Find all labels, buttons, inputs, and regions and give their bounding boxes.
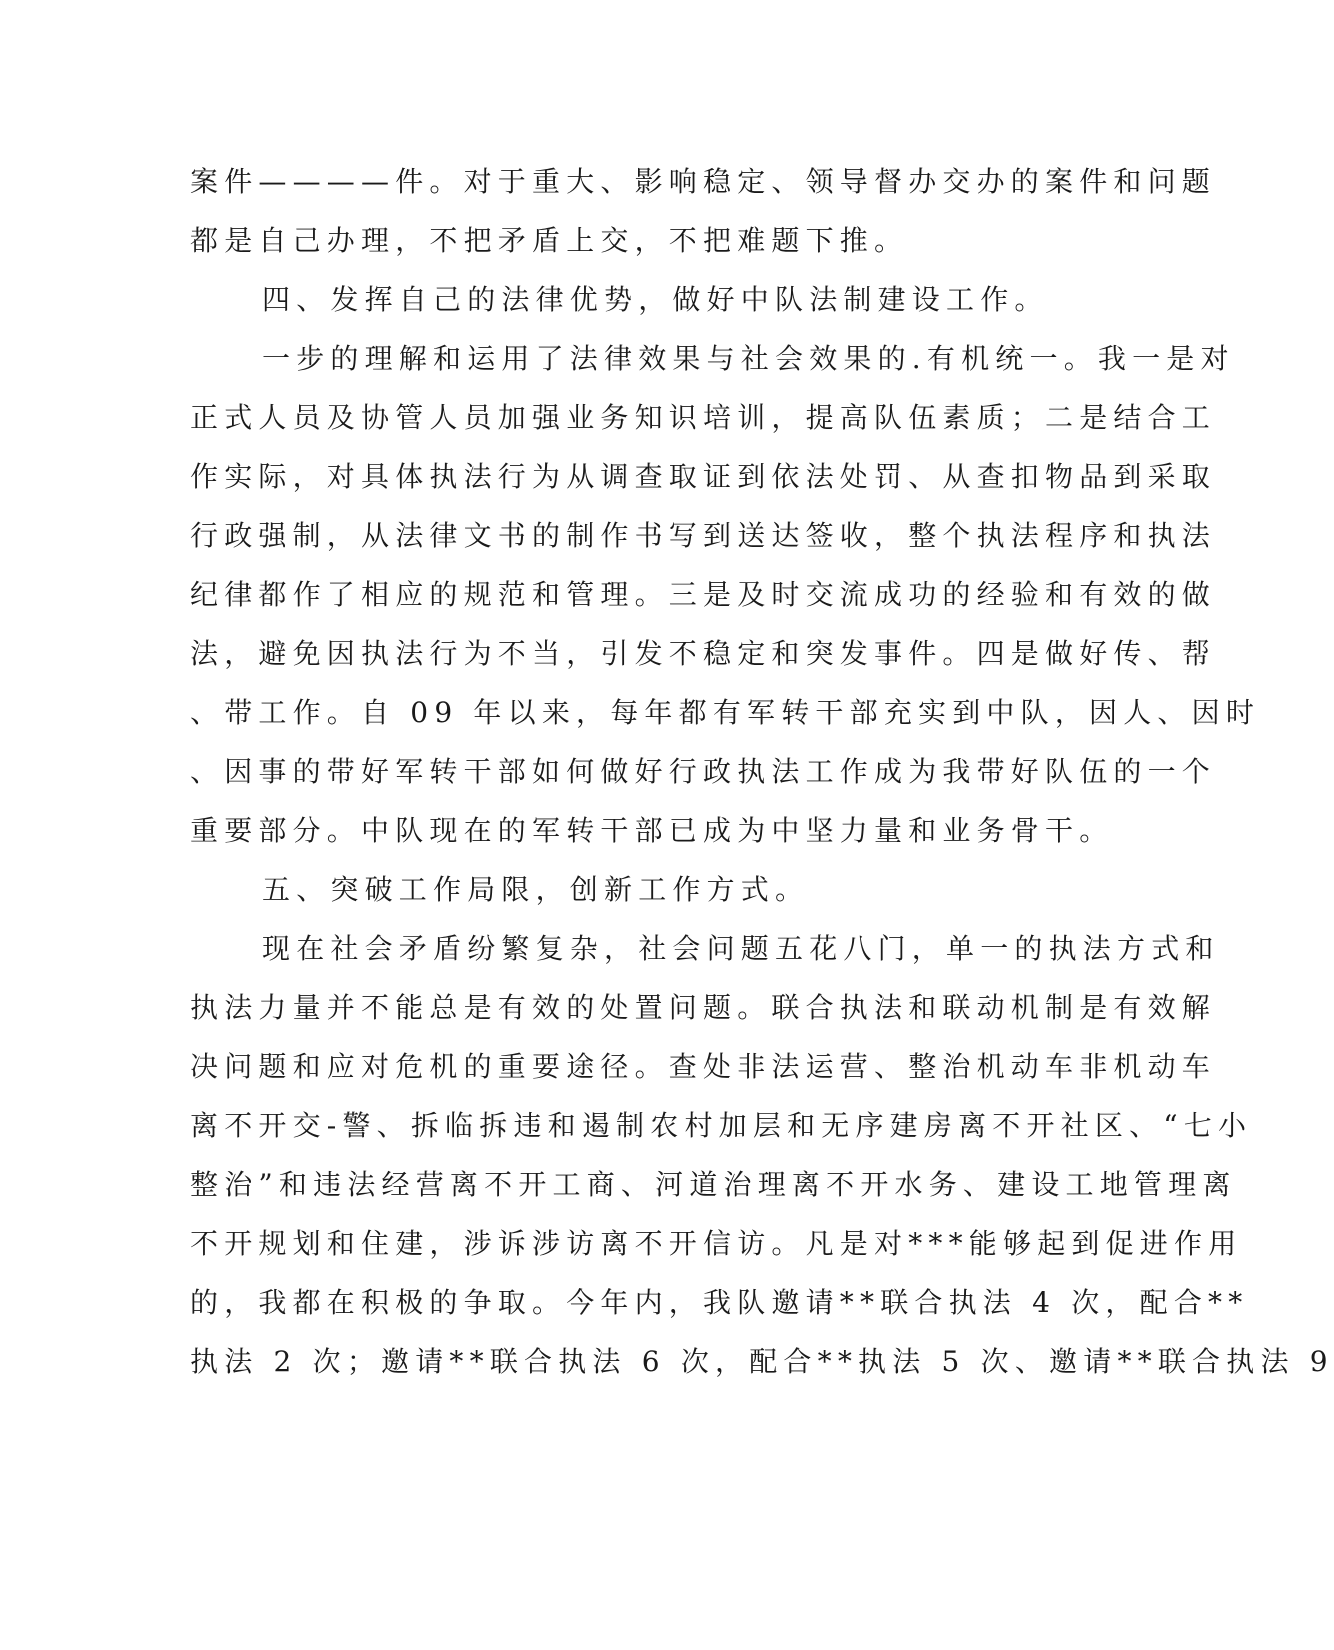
text-line: 作实际，对具体执法行为从调查取证到依法处罚、从查扣物品到采取 <box>190 460 1217 493</box>
section-heading: 四、发挥自己的法律优势，做好中队法制建设工作。 <box>262 283 1049 316</box>
text-line: 行政强制，从法律文书的制作书写到送达签收，整个执法程序和执法 <box>190 519 1217 552</box>
text-line: 都是自己办理，不把矛盾上交，不把难题下推。 <box>190 224 909 257</box>
paragraph-first-line: 一步的理解和运用了法律效果与社会效果的.有机统一。我一是对 <box>262 342 1235 375</box>
text-line: 决问题和应对危机的重要途径。查处非法运营、整治机动车非机动车 <box>190 1050 1217 1083</box>
text-line: 整治”和违法经营离不开工商、河道治理离不开水务、建设工地管理离 <box>190 1168 1237 1201</box>
text-line: 法，避免因执法行为不当，引发不稳定和突发事件。四是做好传、帮 <box>190 637 1217 670</box>
text-line: 、因事的带好军转干部如何做好行政执法工作成为我带好队伍的一个 <box>190 755 1217 788</box>
text-line: 重要部分。中队现在的军转干部已成为中坚力量和业务骨干。 <box>190 814 1114 847</box>
section-heading: 五、突破工作局限，创新工作方式。 <box>262 873 810 906</box>
text-line: 不开规划和住建，涉诉涉访离不开信访。凡是对***能够起到促进作用 <box>190 1227 1243 1260</box>
text-line: 的，我都在积极的争取。今年内，我队邀请**联合执法 4 次，配合** <box>190 1286 1249 1319</box>
text-line: 正式人员及协管人员加强业务知识培训，提高队伍素质；二是结合工 <box>190 401 1217 434</box>
text-line: 离不开交-警、拆临拆违和遏制农村加层和无序建房离不开社区、“七小 <box>190 1109 1253 1142</box>
text-line: 执法 2 次；邀请**联合执法 6 次，配合**执法 5 次、邀请**联合执法 9 <box>190 1345 1334 1378</box>
text-line: 、带工作。自 09 年以来，每年都有军转干部充实到中队，因人、因时 <box>190 696 1261 729</box>
text-line: 案件————件。对于重大、影响稳定、领导督办交办的案件和问题 <box>190 165 1217 198</box>
text-line: 执法力量并不能总是有效的处置问题。联合执法和联动机制是有效解 <box>190 991 1217 1024</box>
paragraph-first-line: 现在社会矛盾纷繁复杂，社会问题五花八门，单一的执法方式和 <box>262 932 1220 965</box>
text-line: 纪律都作了相应的规范和管理。三是及时交流成功的经验和有效的做 <box>190 578 1217 611</box>
